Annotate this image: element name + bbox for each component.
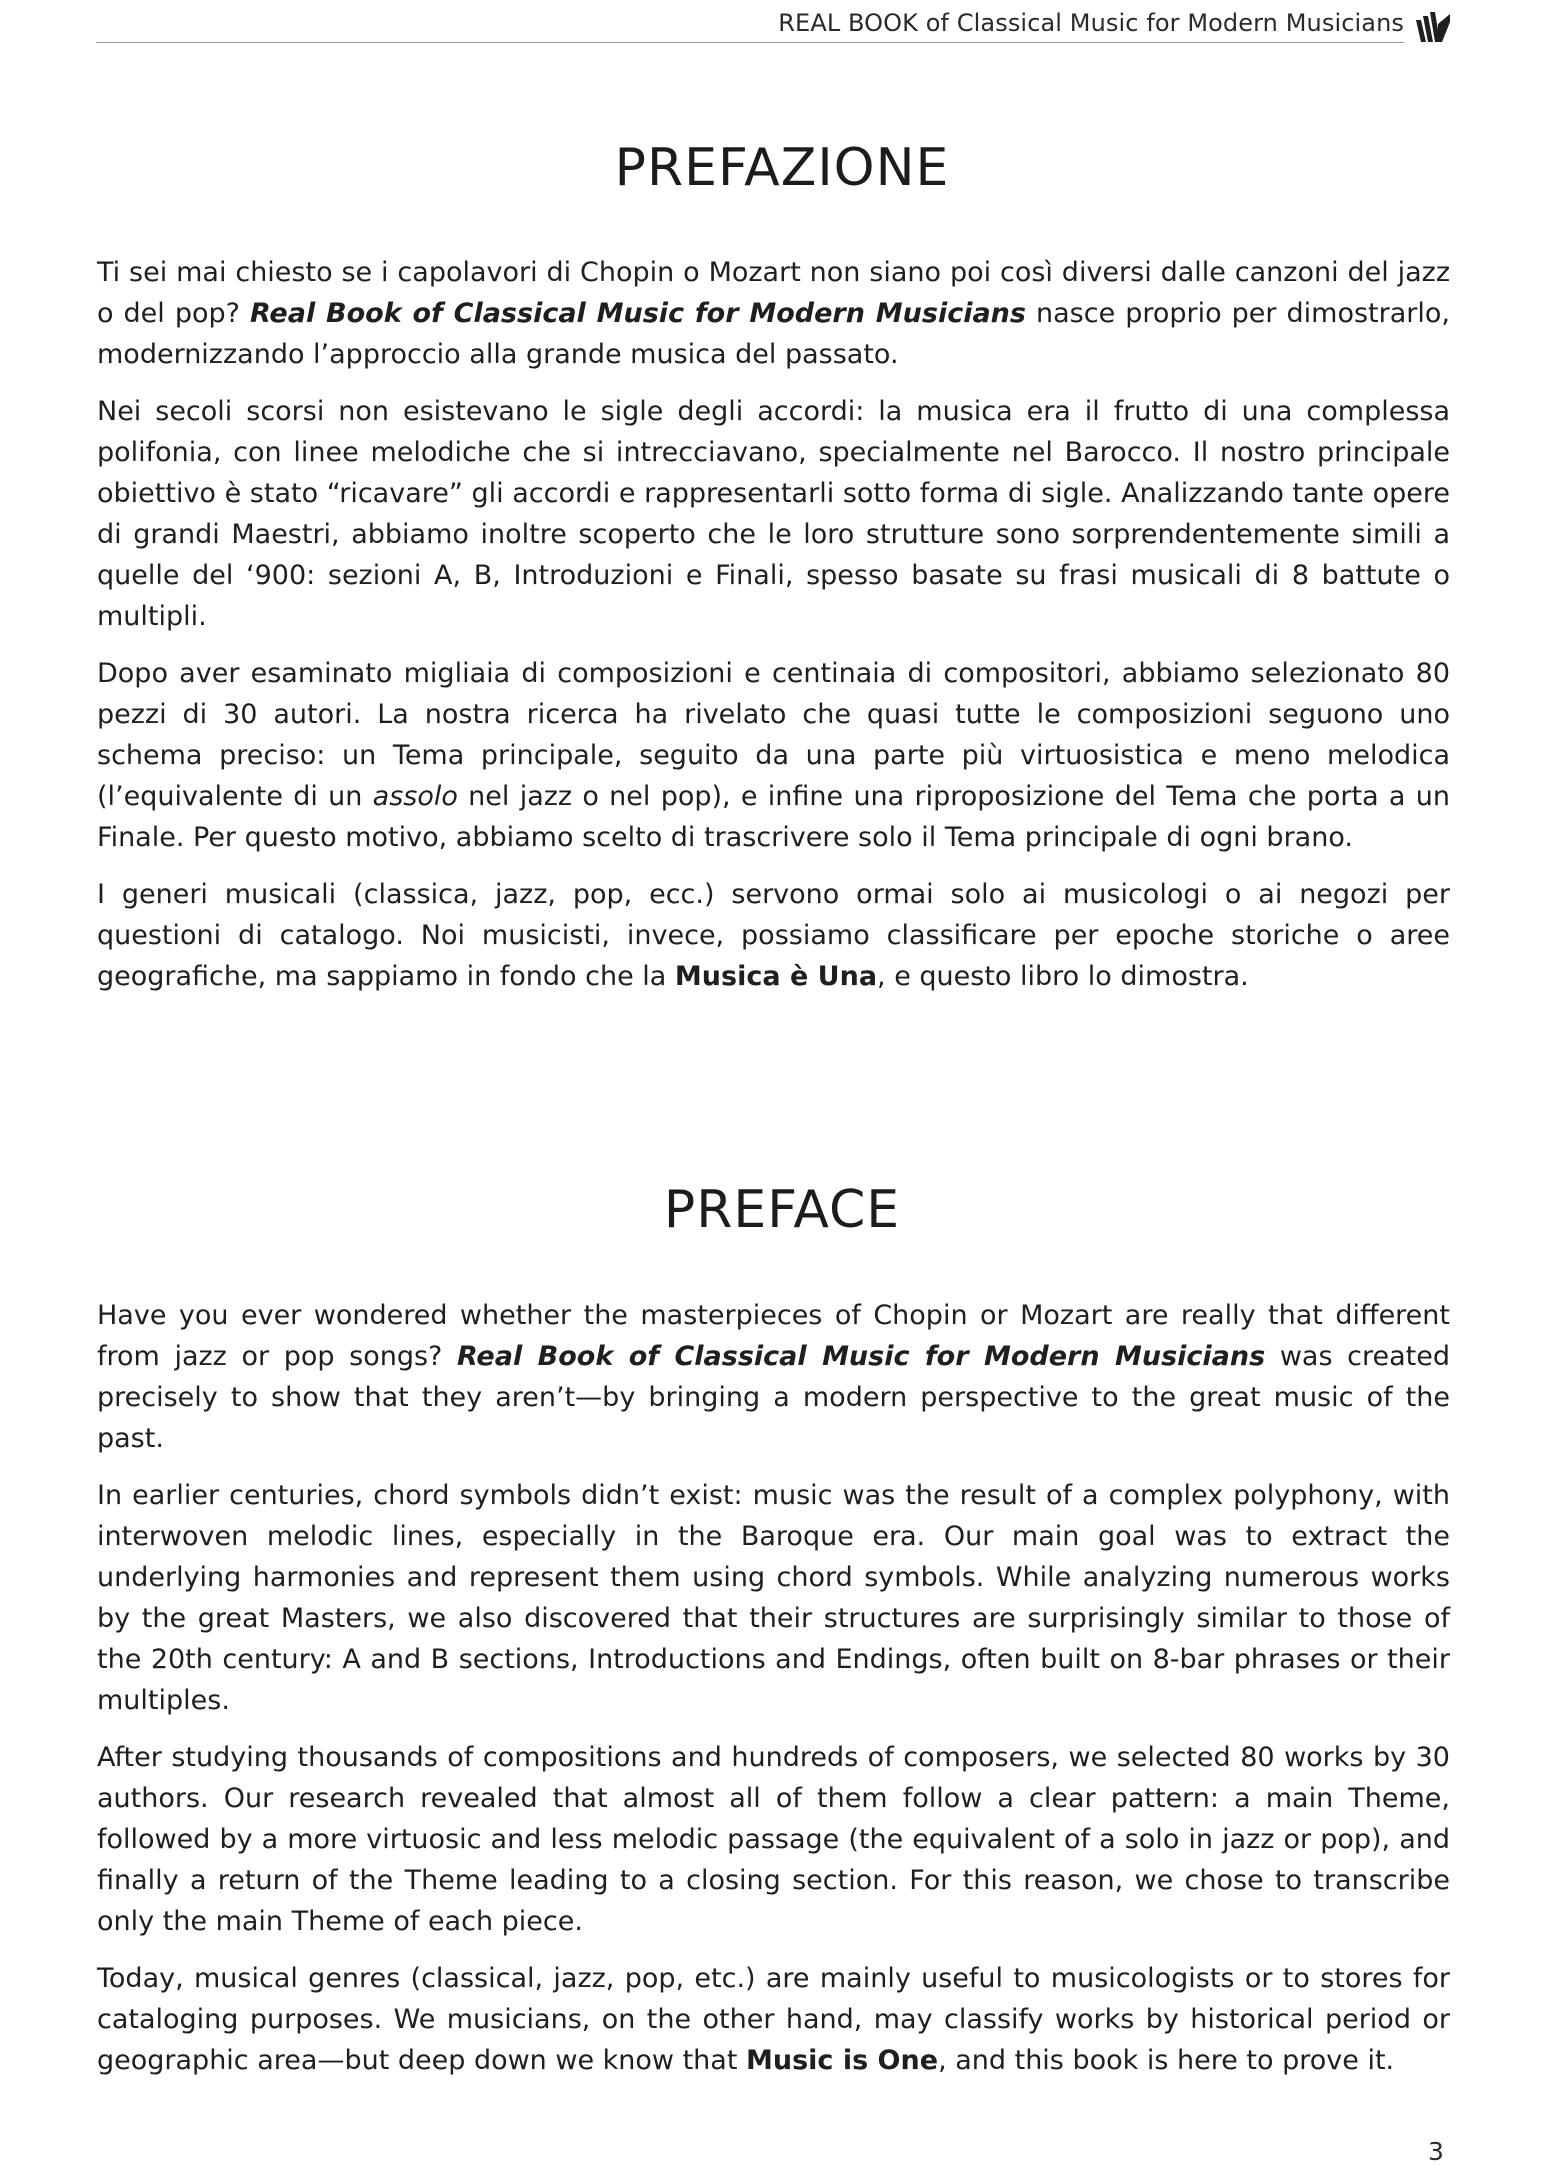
stacked-slashes-logo-icon: [1416, 12, 1450, 42]
english-paragraph-1: Have you ever wondered whether the masterpieces of Chopin or Mozart are really that different from jazz or pop songs? Real Book of Classical Music for Modern Musicians was created precisely to show that they aren’t—by bringing a modern perspective to the great music of the past.: [97, 1300, 1450, 1454]
italian-section-title: PREFAZIONE: [614, 138, 950, 198]
assolo-emphasis: assolo: [372, 781, 458, 812]
book-title-emphasis: Real Book of Classical Music for Modern Musicians: [249, 298, 1026, 329]
english-paragraph-4: Today, musical genres (classical, jazz, pop, etc.) are mainly useful to musicologists or to stores for cataloging purposes. We musicians, on the other hand, may classify works by historical period or geographic area—but deep down we know that Music is One, and this book is here to prove it.: [97, 1963, 1450, 2076]
musica-e-una-emphasis: Musica è Una: [674, 961, 878, 992]
english-paragraph-3: After studying thousands of compositions and hundreds of composers, we selected 80 works by 30 authors. Our research revealed that almost all of them follow a clear pattern: a main Theme, followed by a more virtuosic and less melodic passage (the equivalent of a solo in jazz or pop), and finally a return of the Theme leading to a closing section. For this reason, we chose to transcribe only the main Theme of each piece.: [97, 1742, 1450, 1937]
italian-paragraph-4: I generi musicali (classica, jazz, pop, ecc.) servono ormai solo ai musicologi o ai negozi per questioni di catalogo. Noi musicisti, invece, possiamo classificare per epoche storiche o aree geografiche, ma sappiamo in fondo che la Musica è Una, e questo libro lo dimostra.: [97, 879, 1450, 992]
english-preface-body: [97, 1295, 1450, 2097]
running-header-title: REAL BOOK of Classical Music for Modern Musicians: [778, 9, 1404, 37]
italian-paragraph-1: Ti sei mai chiesto se i capolavori di Chopin o Mozart non siano poi così diversi dalle canzoni del jazz o del pop? Real Book of Classical Music for Modern Musicians nasce proprio per dimostrarlo, modernizzando l’approccio alla grande musica del passato.: [97, 257, 1450, 370]
book-title-emphasis: Real Book of Classical Music for Modern Musicians: [456, 1341, 1266, 1372]
music-is-one-emphasis: Music is One: [746, 2045, 939, 2076]
running-header: [96, 0, 1404, 43]
italian-paragraph-2: Nei secoli scorsi non esistevano le sigle degli accordi: la musica era il frutto di una complessa polifonia, con linee melodiche che si intrecciavano, specialmente nel Barocco. Il nostro principale obiettivo è stato “ricavare” gli accordi e rappresentarli sotto forma di sigle. Analizzando tante opere di grandi Maestri, abbiamo inoltre scoperto che le loro strutture sono sorprendentemente simili a quelle del ‘900: sezioni A, B, Introduzioni e Finali, spesso basate su frasi musicali di 8 battute o multipli.: [97, 396, 1450, 632]
italian-preface-body: [97, 252, 1450, 1013]
english-paragraph-2: In earlier centuries, chord symbols didn’t exist: music was the result of a complex polyphony, with interwoven melodic lines, especially in the Baroque era. Our main goal was to extract the underlying harmonies and represent them using chord symbols. While analyzing numerous works by the great Masters, we also discovered that their structures are surprisingly similar to those of the 20th century: A and B sections, Introductions and Endings, often built on 8-bar phrases or their multiples.: [97, 1480, 1450, 1716]
page-number: 3: [1428, 2137, 1444, 2166]
english-section-title: PREFACE: [663, 1180, 901, 1240]
italian-paragraph-3: Dopo aver esaminato migliaia di composizioni e centinaia di compositori, abbiamo selezionato 80 pezzi di 30 autori. La nostra ricerca ha rivelato che quasi tutte le composizioni seguono uno schema preciso: un Tema principale, seguito da una parte più virtuosistica e meno melodica (l’equivalente di un assolo nel jazz o nel pop), e infine una riproposizione del Tema che porta a un Finale. Per questo motivo, abbiamo scelto di trascrivere solo il Tema principale di ogni brano.: [97, 658, 1450, 853]
